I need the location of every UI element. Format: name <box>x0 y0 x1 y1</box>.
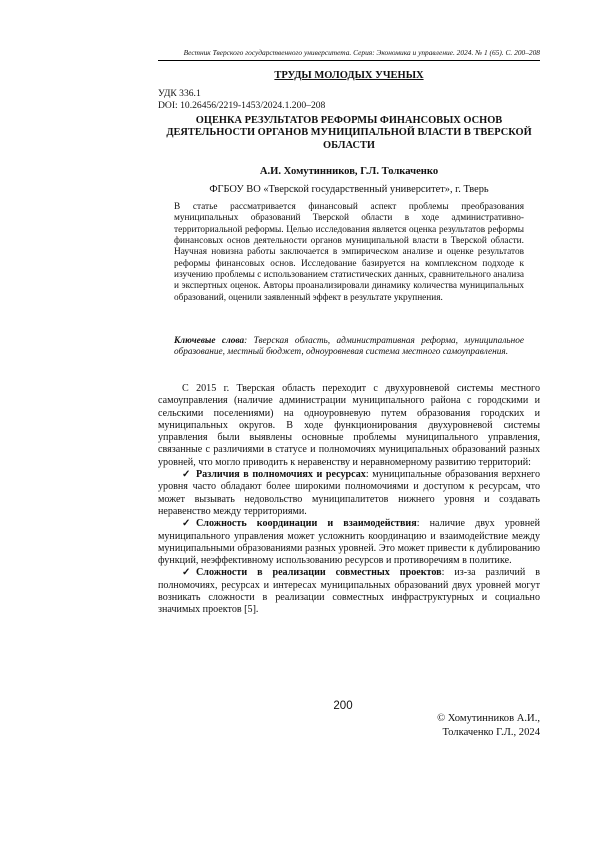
page-number: 200 <box>333 700 353 712</box>
copyright-line: © Хомутинников А.И., <box>437 713 540 724</box>
keywords-text: : Тверская область, административная реформа, муниципальное образование, местный бюджет, одноуровневая система местного самоуправления. <box>174 336 524 358</box>
author-affiliation: ФГБОУ ВО «Тверской государственный университет», г. Тверь <box>209 184 489 195</box>
body-paragraph: С 2015 г. Тверская область переходит с двухуровневой системы местного самоуправления (наличие администрации муниципального района с городскими и сельскими поселениями) на одноуровневую путем образования городских и муниципальных округов. В ходе функционирования двухуровневой системы управления были выявлены основные проблемы муниципального управления, связанные с различиями в статусе и полномочиях муниципальных образований разных уровней, что могло приводить к неравенству и неравномерному развитию территорий: <box>158 383 540 468</box>
checkmark-icon: ✓ <box>182 518 191 530</box>
udk-code: УДК 336.1 <box>158 88 201 99</box>
copyright-notice <box>380 712 540 739</box>
checkmark-icon: ✓ <box>182 567 191 579</box>
checkmark-icon: ✓ <box>182 469 191 481</box>
list-item <box>158 469 540 518</box>
abstract: В статье рассматривается финансовый аспект проблемы преобразования муниципальных образований Тверской области в ходе административно-территориальной реформы. Целью исследования является оценка результатов реформы финансовых основ деятельности органов муниципальной власти в Тверской области. Научная новизна работы заключается в эмпирическом анализе и оценке результатов реформы финансовых основ. Исследование базируется на комплексном подходе к изучению проблемы с использованием статистических данных, сравнительного анализа и экспертных оценок. Авторы проанализировали динамику количества муниципальных образований, оценили заявленный эффект в результате укрупнения. <box>174 202 524 303</box>
body-text <box>158 383 540 617</box>
list-item-title: Различия в полномочиях и ресурсах <box>196 469 366 481</box>
list-item-title: Сложность координации и взаимодействия <box>196 518 417 530</box>
list-item <box>158 518 540 567</box>
list-item-text: : муниципальные образования верхнего уровня часто обладают более широкими полномочиями и доступом к ресурсам, что может вызывать недовольство муниципалитетов нижнего уровня и создавать неравенство между территориями. <box>158 469 540 517</box>
copyright-line: Толкаченко Г.Л., 2024 <box>442 726 540 738</box>
list-item-title: Сложности в реализации совместных проектов <box>196 567 442 579</box>
list-item-text: : наличие двух уровней муниципального управления может усложнить координацию и взаимодействие между муниципальными образованиями разных уровней. Это может привести к дублированию функций, неэффективному использованию ресурсов и противоречиям в политике. <box>158 518 540 567</box>
running-head: Вестник Тверского государственного университета. Серия: Экономика и управление. 2024. № 1 (65). С. 200–208 <box>158 48 540 61</box>
article-authors: А.И. Хомутинников, Г.Л. Толкаченко <box>259 166 439 177</box>
list-item <box>158 567 540 616</box>
article-title: ОЦЕНКА РЕЗУЛЬТАТОВ РЕФОРМЫ ФИНАНСОВЫХ ОСНОВ ДЕЯТЕЛЬНОСТИ ОРГАНОВ МУНИЦИПАЛЬНОЙ ВЛАСТИ В ТВЕРСКОЙ ОБЛАСТИ <box>166 115 532 151</box>
doi: DOI: 10.26456/2219-1453/2024.1.200–208 <box>158 100 326 111</box>
keywords <box>174 336 524 359</box>
keywords-label: Ключевые слова <box>174 336 245 346</box>
list-item-text: : из-за различий в полномочиях, ресурсах и интересах муниципальных образований двух уровней могут возникать сложности в реализации совместных инфраструктурных и социально значимых проектов [5]. <box>158 567 540 616</box>
section-label: ТРУДЫ МОЛОДЫХ УЧЕНЫХ <box>274 70 424 81</box>
